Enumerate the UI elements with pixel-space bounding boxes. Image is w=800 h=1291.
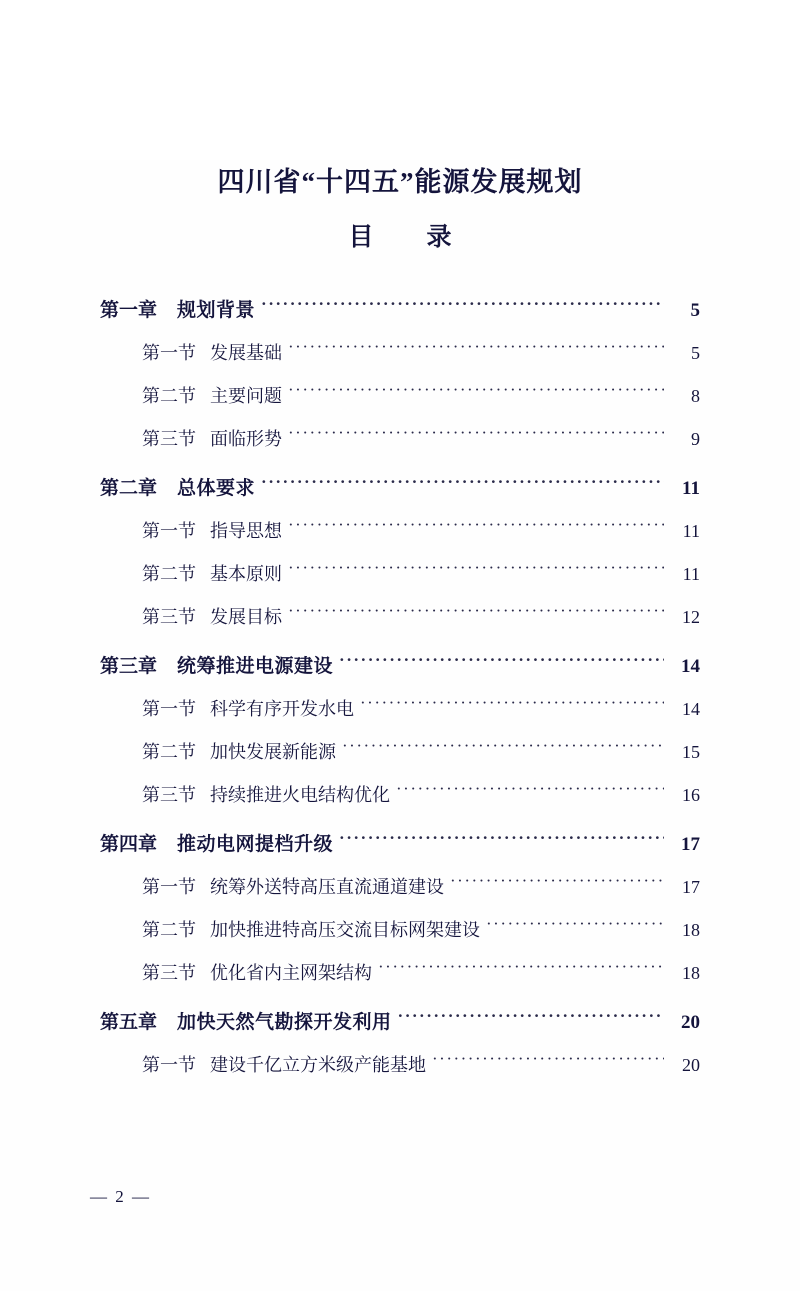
document-page — [0, 160, 800, 1291]
toc-section-entry[interactable] — [100, 517, 700, 543]
toc-section-entry[interactable] — [100, 382, 700, 408]
toc-entry-number: 第三章 — [100, 656, 158, 677]
toc-entry-label: 持续推进火电结构优化 — [210, 785, 390, 805]
toc-entry-page-number: 9 — [691, 429, 700, 449]
toc-heading: 目 录 — [348, 224, 466, 251]
toc-leader-dots — [288, 519, 664, 537]
toc-leader-dots — [288, 427, 664, 445]
toc-entry-label: 发展基础 — [210, 343, 282, 363]
toc-entry-label: 加快推进特高压交流目标网架建设 — [210, 920, 480, 940]
toc-chapter-entry[interactable] — [100, 473, 700, 500]
toc-entry-label: 统筹外送特高压直流通道建设 — [210, 877, 444, 897]
toc-leader-dots — [288, 605, 664, 623]
toc-entry-page-number: 5 — [691, 343, 700, 363]
toc-entry-label: 加快天然气勘探开发利用 — [177, 1012, 392, 1033]
toc-leader-dots — [261, 475, 664, 494]
toc-entry-page-number: 8 — [691, 386, 700, 406]
toc-section-entry[interactable] — [100, 560, 700, 586]
toc-section-entry[interactable] — [100, 738, 700, 764]
toc-leader-dots — [288, 562, 664, 580]
toc-leader-dots — [396, 783, 664, 801]
toc-entry-page-number: 20 — [682, 1055, 700, 1075]
toc-leader-dots — [378, 961, 664, 979]
toc-entry-page-number: 20 — [681, 1012, 700, 1033]
toc-leader-dots — [432, 1053, 664, 1071]
toc-entry-number: 第三节 — [142, 429, 196, 449]
toc-leader-dots — [486, 918, 664, 936]
toc-entry-page-number: 11 — [682, 564, 700, 584]
toc-entry-number: 第五章 — [100, 1012, 158, 1033]
toc-section-entry[interactable] — [100, 873, 700, 899]
toc-chapter-entry[interactable] — [100, 295, 700, 322]
toc-entry-label: 优化省内主网架结构 — [210, 963, 372, 983]
toc-leader-dots — [360, 697, 664, 715]
toc-entry-page-number: 15 — [682, 742, 700, 762]
toc-entry-page-number: 14 — [681, 656, 700, 677]
toc-entry-label: 发展目标 — [210, 607, 282, 627]
toc-entry-number: 第二节 — [142, 564, 196, 584]
toc-chapter-entry[interactable] — [100, 829, 700, 856]
toc-leader-dots — [339, 831, 664, 850]
toc-section-entry[interactable] — [100, 425, 700, 451]
toc-entry-number: 第三节 — [142, 785, 196, 805]
toc-entry-label: 规划背景 — [177, 300, 256, 321]
toc-entry-number: 第一节 — [142, 699, 196, 719]
toc-leader-dots — [450, 875, 664, 893]
toc-entry-label: 指导思想 — [210, 521, 282, 541]
toc-entry-page-number: 12 — [682, 607, 700, 627]
toc-entry-label: 建设千亿立方米级产能基地 — [210, 1055, 426, 1075]
toc-section-entry[interactable] — [100, 339, 700, 365]
toc-section-entry[interactable] — [100, 781, 700, 807]
toc-entry-label: 总体要求 — [177, 478, 256, 499]
toc-leader-dots — [261, 297, 664, 316]
toc-entry-number: 第二节 — [142, 920, 196, 940]
toc-entry-number: 第一章 — [100, 300, 158, 321]
toc-entry-page-number: 18 — [682, 963, 700, 983]
toc-section-entry[interactable] — [100, 959, 700, 985]
toc-entry-number: 第二章 — [100, 478, 158, 499]
toc-leader-dots — [398, 1009, 664, 1028]
toc-leader-dots — [288, 341, 664, 359]
toc-chapter-entry[interactable] — [100, 651, 700, 678]
toc-leader-dots — [339, 653, 664, 672]
page-number-folio: — 2 — — [90, 1187, 151, 1206]
toc-entry-number: 第一节 — [142, 877, 196, 897]
toc-leader-dots — [288, 384, 664, 402]
toc-entry-page-number: 5 — [690, 300, 700, 321]
toc-entry-number: 第一节 — [142, 343, 196, 363]
toc-entry-number: 第四章 — [100, 834, 158, 855]
toc-entry-number: 第三节 — [142, 963, 196, 983]
toc-section-entry[interactable] — [100, 695, 700, 721]
toc-entry-label: 加快发展新能源 — [210, 742, 336, 762]
toc-entry-page-number: 18 — [682, 920, 700, 940]
toc-entry-number: 第一节 — [142, 521, 196, 541]
page-title: 四川省“十四五”能源发展规划 — [217, 167, 583, 197]
toc-entry-number: 第三节 — [142, 607, 196, 627]
toc-chapter-entry[interactable] — [100, 1007, 700, 1034]
toc-entry-number: 第二节 — [142, 742, 196, 762]
toc-entry-label: 推动电网提档升级 — [177, 834, 334, 855]
toc-entry-number: 第二节 — [142, 386, 196, 406]
toc-entry-page-number: 17 — [682, 877, 700, 897]
toc-section-entry[interactable] — [100, 916, 700, 942]
toc-entry-label: 统筹推进电源建设 — [177, 656, 334, 677]
toc-section-entry[interactable] — [100, 1051, 700, 1077]
toc-entry-page-number: 17 — [681, 834, 700, 855]
toc-entry-page-number: 11 — [682, 521, 700, 541]
table-of-contents — [0, 295, 800, 1077]
toc-entry-label: 基本原则 — [210, 564, 282, 584]
toc-entry-label: 面临形势 — [210, 429, 282, 449]
toc-leader-dots — [342, 740, 664, 758]
toc-section-entry[interactable] — [100, 603, 700, 629]
toc-entry-page-number: 16 — [682, 785, 700, 805]
toc-entry-label: 科学有序开发水电 — [210, 699, 354, 719]
toc-entry-label: 主要问题 — [210, 386, 282, 406]
toc-entry-page-number: 14 — [682, 699, 700, 719]
toc-entry-page-number: 11 — [682, 478, 700, 499]
toc-entry-number: 第一节 — [142, 1055, 196, 1075]
